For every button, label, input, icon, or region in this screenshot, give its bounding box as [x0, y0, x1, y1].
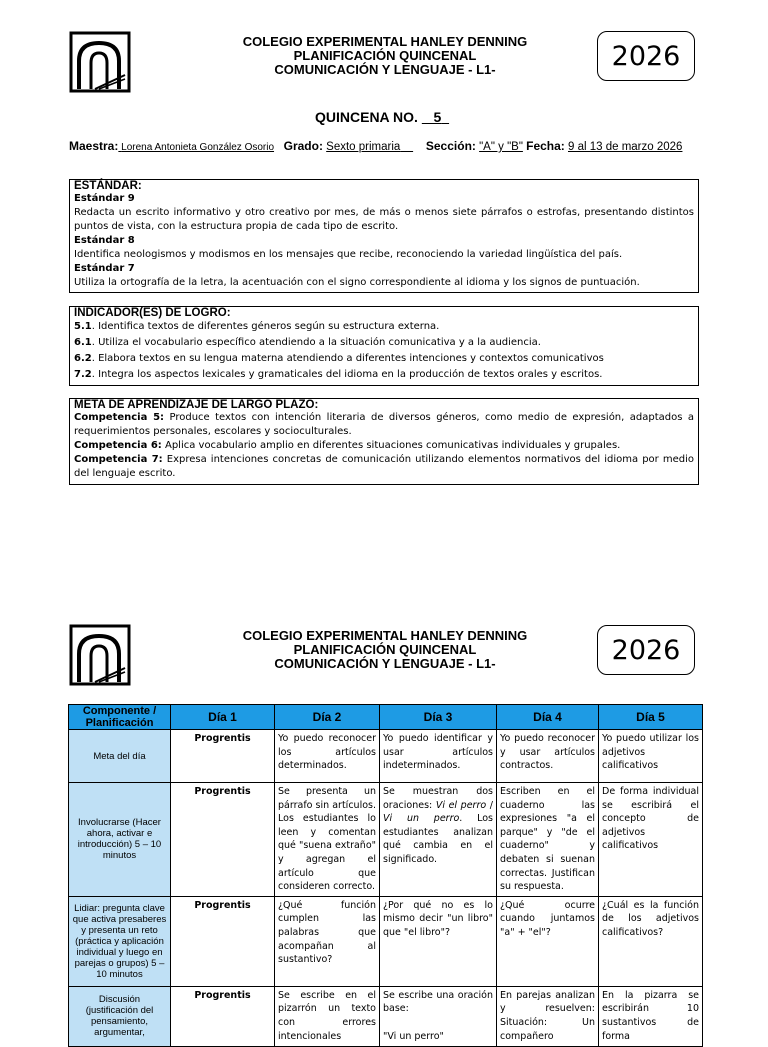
fecha-value: 9 al 13 de marzo 2026 [568, 141, 683, 153]
quincena-label: QUINCENA NO. [315, 109, 418, 125]
estandar-name: Estándar 7 [74, 263, 135, 274]
table-cell: Se muestran dos oraciones: Vi el perro / Vi un perro. Los estudiantes analizan qué cambia en el significado. [380, 783, 497, 897]
table-cell: Se escribe una oración base: "Vi un perro" [380, 986, 497, 1046]
table-cell: Progrentis [171, 730, 275, 783]
table-cell: Progrentis [171, 783, 275, 897]
col-header-dia5: Día 5 [599, 705, 703, 730]
estandar-name: Estándar 8 [74, 235, 135, 246]
table-cell: Yo puedo identificar y usar artículos indeterminados. [380, 730, 497, 783]
row-component: Lidiar: pregunta clave que activa presaberes y presenta un reto (práctica y aplicación individual y luego en parejas o grupos) 5 – 10 minutos [69, 896, 171, 986]
table-cell: Progrentis [171, 896, 275, 986]
fecha-label: Fecha: [526, 139, 565, 153]
quincena-line [315, 109, 449, 125]
table-cell: En la pizarra se escribirán 10 sustantivos de forma [599, 986, 703, 1046]
school-name: COLEGIO EXPERIMENTAL HANLEY DENNING [242, 628, 528, 643]
meta-item: Competencia 5: Produce textos con intención literaria de diversos géneros, como medio de expresión, adaptados a requerimientos personales, escolares y socioculturales. [74, 412, 694, 437]
school-logo [69, 624, 131, 686]
col-header-dia3: Día 3 [380, 705, 497, 730]
row-component: Meta del día [69, 730, 171, 783]
maestra-label: Maestra: [69, 139, 119, 153]
table-cell: ¿Qué función cumplen las palabras que acompañan al sustantivo? [275, 896, 380, 986]
table-cell: De forma individual se escribirá el concepto de adjetivos calificativos [599, 783, 703, 897]
indicadores-title: INDICADOR(ES) DE LOGRO: [74, 307, 231, 319]
table-cell: Progrentis [171, 986, 275, 1046]
info-line [69, 139, 682, 153]
estandar-text: Utiliza la ortografía de la letra, la acentuación con el signo correspondiente al idioma y los signos de puntuación. [74, 277, 640, 288]
indicador-item: 6.2. Elabora textos en su lengua materna atendiendo a diferentes intenciones y contextos comunicativos [74, 353, 604, 364]
table-cell: Escriben en el cuaderno las expresiones "a el parque" y "de el cuaderno" y debaten si suenan correctas. Justifican su respuesta. [497, 783, 599, 897]
row-component: Discusión (justificación del pensamiento, argumentar, [69, 986, 171, 1046]
school-logo [69, 31, 131, 93]
table-row [69, 730, 703, 783]
table-header-row [69, 705, 703, 730]
indicador-item: 6.1. Utiliza el vocabulario específico atendiendo a la situación comunicativa y a la audiencia. [74, 337, 541, 348]
col-header-dia4: Día 4 [497, 705, 599, 730]
table-cell: En parejas analizan y resuelven: Situación: Un compañero [497, 986, 599, 1046]
table-cell: Se escribe en el pizarrón un texto con errores intencionales [275, 986, 380, 1046]
subject-title: COMUNICACIÓN Y LENGUAJE - L1- [274, 62, 496, 77]
meta-box [69, 398, 699, 485]
quincena-number: 5 [433, 109, 442, 125]
indicadores-box [69, 306, 699, 386]
row-component: Involucrarse (Hacer ahora, activar e introducción) 5 – 10 minutos [69, 783, 171, 897]
meta-title: META DE APRENDIZAJE DE LARGO PLAZO: [74, 399, 319, 411]
planning-table [68, 704, 703, 1047]
grado-value: Sexto primaria [326, 141, 401, 153]
col-header-dia1: Día 1 [171, 705, 275, 730]
table-cell: Se presenta un párrafo sin artículos. Los estudiantes lo leen y comentan qué "suena extraño" y agregan el artículo que consideren correcto. [275, 783, 380, 897]
estandar-title: ESTÁNDAR: [74, 180, 142, 192]
year-box: 2026 [597, 625, 695, 675]
meta-item: Competencia 6: Aplica vocabulario amplio en diferentes situaciones comunicativas individuales y grupales. [74, 440, 621, 451]
table-cell: Yo puedo utilizar los adjetivos calificativos [599, 730, 703, 783]
subject-title: COMUNICACIÓN Y LENGUAJE - L1- [274, 656, 496, 671]
estandar-text: Identifica neologismos y modismos en los mensajes que recibe, reconociendo la variedad lingüística del país. [74, 249, 623, 260]
plan-title: PLANIFICACIÓN QUINCENAL [293, 642, 477, 657]
table-cell: ¿Por qué no es lo mismo decir "un libro" que "el libro"? [380, 896, 497, 986]
page-header [150, 35, 620, 77]
indicador-item: 7.2. Integra los aspectos lexicales y gramaticales del idioma en la producción de textos orales y escritos. [74, 369, 603, 380]
page-header [150, 629, 620, 671]
year-box: 2026 [597, 31, 695, 81]
table-row [69, 896, 703, 986]
table-cell: ¿Qué ocurre cuando juntamos "a" + "el"? [497, 896, 599, 986]
col-header-dia2: Día 2 [275, 705, 380, 730]
estandar-name: Estándar 9 [74, 193, 135, 204]
school-name: COLEGIO EXPERIMENTAL HANLEY DENNING [242, 34, 528, 49]
table-cell: Yo puedo reconocer y usar artículos contractos. [497, 730, 599, 783]
seccion-label: Sección: [425, 139, 476, 153]
plan-title: PLANIFICACIÓN QUINCENAL [293, 48, 477, 63]
table-row [69, 783, 703, 897]
grado-label: Grado: [283, 139, 323, 153]
col-header-componente: Componente / Planificación [69, 705, 171, 730]
estandar-text: Redacta un escrito informativo y otro creativo por mes, de más o menos siete párrafos o estrofas, presentando distintos puntos de vista, con la estructura propia de cada tipo de escrito. [74, 207, 694, 232]
table-cell: Yo puedo reconocer los artículos determinados. [275, 730, 380, 783]
meta-item: Competencia 7: Expresa intenciones concretas de comunicación utilizando elementos normativos del idioma por medio del lenguaje escrito. [74, 454, 694, 479]
seccion-value: "A" y "B" [479, 141, 523, 153]
estandar-box [69, 179, 699, 293]
table-cell: ¿Cuál es la función de los adjetivos calificativos? [599, 896, 703, 986]
indicador-item: 5.1. Identifica textos de diferentes géneros según su estructura externa. [74, 321, 440, 332]
table-row [69, 986, 703, 1046]
maestra-value: Lorena Antonieta González Osorio [121, 142, 275, 153]
